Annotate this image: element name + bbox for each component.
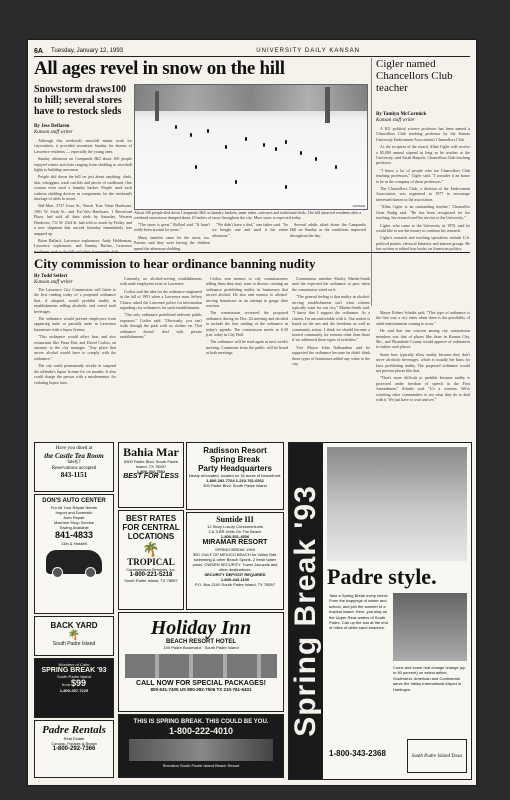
lead-body-continued (290, 222, 366, 250)
ad-line: 2 & 3 BR Units On The Beach (208, 529, 262, 534)
lead-paragraph: People slid down the hill on just about anything: sleds, skis, toboggans, trash can lids and pieces of cardboard. One woman even used a laundry basket. People used such cushion sledding devices as components for the weekend's shortage of sleds in stores. (34, 174, 132, 202)
ad-title: Bahia Mar (123, 445, 179, 459)
photo-credit: KANSAN (352, 204, 365, 208)
ad-phone: 843-1151 (60, 471, 88, 479)
ad-line: South Padre Island (52, 641, 96, 647)
section-rule (34, 252, 470, 253)
ad-address: P.O. Box 2100 South Padre Island, TX 78597 (194, 582, 276, 587)
side-paragraph: "I know a lot of people who are Chancellors Club teaching professors," Cigler said. "I consider it an honor to be in the company of those professors." (376, 167, 470, 184)
snow-hill-photo (134, 84, 368, 210)
lead-body-continued (212, 222, 288, 250)
photo-tree (325, 87, 330, 123)
issue-date: Tuesday, January 12, 1993 (50, 48, 123, 54)
lead-deck: Snowstorm draws100 to hill; several stores have to restock sleds (34, 84, 126, 117)
ad-phones: 800-531-7405 US 800-292-7506 TX 210-761-5401 (150, 687, 252, 692)
lead-headline: All ages revel in snow on the hill (34, 58, 285, 79)
second-paragraph: "Our only ordinance prohibited indecent public exposure," Corliss said. "Obviously, you can't walk through the park with no clothes on. That ordinance doesn't deal with private establishments." (120, 312, 202, 340)
second-body-col2 (120, 276, 202, 439)
photo-tree (155, 91, 159, 121)
ad-phone: 1-800-531-4536 (220, 534, 250, 539)
ad-line: Sheraton South Padre Island Beach Resort (162, 763, 240, 768)
lead-paragraph: "We didn't have a sled," one father said. "So we bought one and used it the entire afternoon." (212, 222, 288, 238)
ad-item: Import and Domestic (55, 510, 93, 515)
ad-line: lately? (67, 460, 81, 465)
second-paragraph: Currently, no alcohol-serving establishments with nude employees exist in Lawrence. (120, 276, 202, 287)
ad-spring-break-padre-style (288, 442, 472, 780)
ad-photo-strip (125, 654, 277, 678)
ad-phone: 841-4833 (54, 530, 94, 540)
sledder (245, 137, 247, 141)
side-body (376, 126, 470, 304)
second-paragraph: Corliss said the idea for the ordinance originated in the fall of 1991 when a Lawrence man, Jeffrey Chiaro, asked the Lawrence police for information regarding city ordinances for such establishments. (120, 288, 202, 311)
ad-address: 11th & Haskell (61, 541, 87, 546)
ad-vertical-title: Spring Break '93 (289, 485, 322, 737)
ad-vertical-band (289, 443, 323, 779)
sledder (195, 165, 197, 169)
ad-photo-inset (393, 593, 467, 661)
side-headline: Cigler named Chancellors Club teacher (376, 58, 453, 94)
ad-line: Newly renovated, located on 16 acres of beachfront. (188, 473, 282, 478)
second-body-col4 (292, 276, 370, 439)
second-paragraph: "This ordinance would affect bars and also restaurants like Pizza Hut, and David Corliss, an attorney to the city manager. "Any place that serves alcohol would have to comply with the ordinance." (34, 334, 116, 361)
sledder (285, 185, 287, 189)
side-paragraph: As the recipient of the award, Allan Cigler will receive a $5,000 annual stipend as long as he teaches at the University, said Sarah Harpole, Chancellors Club teaching professor. (376, 144, 470, 166)
lead-byline-role: Kansan staff writer (34, 130, 73, 135)
ad-address: 500 Padre Blvd. South Padre Island (203, 483, 267, 488)
ad-line: Reservations accepted (51, 466, 97, 471)
second-paragraph: "The general feeling is that nudity in alcohol-serving establishments isn't what citizens typically want for our city," Martin-Smith said. "I know that I support the ordinance. As a citizen, I'm uncomfortable with it. Our nation is based on the arts and the freedoms as well as community action. I think we should become a trusted community for reasons other than those if we addressed those types of activities." (292, 294, 370, 343)
palm-icon: 🌴 (67, 630, 81, 641)
sledder (335, 165, 337, 169)
ad-body-text2: Come and some real change change (up to 50 percent) on select airline, Southwest, American and Continental serve the Valley International Airport in Harlingen. (393, 665, 466, 692)
ad-line: from (61, 682, 70, 687)
lead-paragraph: "The snow is great," Ballard said. "It hasn't really been around for years." (134, 222, 210, 233)
ad-tag: BEST FOR LESS (123, 473, 179, 480)
ad-phone: 1-800-292-7502 (136, 469, 166, 474)
ad-holiday-inn (118, 612, 284, 712)
lead-paragraph: Many families came for the snow, too. Parents said they were having the children spend the afternoon sledding. (134, 234, 210, 251)
second-paragraph: He said that one concern among city commission members was that of places like those in Kansas City, Mo., and Wyandotte County would approve of ordinances to outlaw such places. (376, 328, 470, 350)
lead-paragraph: Brian Ballard, Lawrence sophomore, Andy Holderman, Lawrence sophomore, and Sammy Rufino, Lawrence (34, 237, 132, 249)
ad-name: TROPICAL (127, 557, 175, 567)
sledder (275, 147, 277, 151)
lead-paragraph: Although this weekend's snowfall meant work for cityworkers, it provided recreation Sunday for dozens of Lawrence residents — especially the young ones. (34, 138, 132, 154)
ad-title: the Castle Tea Room (44, 452, 104, 460)
ad-title: DON'S AUTO CENTER (42, 498, 106, 504)
ad-line: Condos, Houses & Beach (51, 741, 97, 746)
sledder (225, 145, 227, 149)
ad-photo (129, 739, 273, 761)
ad-radisson (186, 442, 284, 510)
ad-title: Padre Rentals (42, 724, 106, 736)
second-paragraph: Some bars typically allow nudity because they don't serve alcoholic beverages, which is usually the basis for laws prohibiting nudity. The proposed ordinance would not prevent places like that. (376, 351, 470, 374)
ad-sub: BEACH RESORT HOTEL (165, 639, 236, 645)
ad-title: Holiday Inn (150, 617, 252, 639)
ad-body: 500' GULF OF MEXICO BEACH for Volley Ball, swimming & other Beach Sports. 2 fresh water pools. OWSEN SECURITY. Tower Jacuzzis and other destinations. (192, 552, 278, 572)
side-byline-name: By Tamlyn McCormick (376, 112, 427, 117)
ad-title: Radisson Resort (203, 446, 267, 455)
ad-castle-tea-room (34, 442, 114, 492)
ad-sub: Real Estate (63, 736, 85, 741)
second-body-col3 (206, 276, 288, 439)
car-wheel (85, 567, 96, 578)
lead-byline-name: By Jess Deflaren (34, 124, 70, 129)
sledder (207, 129, 209, 133)
sledder (285, 140, 287, 144)
second-byline-name: By Todd Seifert (34, 274, 68, 279)
ad-title: BACK YARD (50, 621, 98, 630)
ad-line: Have you dined at (55, 446, 93, 451)
ad-title: Spring Break (210, 455, 260, 464)
ad-line: SPRING BREAK 1993 (214, 547, 256, 552)
sledder (175, 125, 177, 129)
sledder (300, 151, 302, 155)
ad-phone: 1-800-443-1100 (220, 577, 250, 582)
ad-item: Towing Available (59, 525, 89, 530)
ad-address: 100 Padre Boulevard · South Padre Island (163, 645, 239, 650)
second-byline-role: Kansan staff writer (34, 280, 73, 285)
ad-body-text: Take a Spring Break every check. From the trappings of winter and school, and join the warmth of a tropical island. Here, you stay on the Upper Rear waters of South Padre. Can up the sun at the end of miles of white sand beaches. (329, 593, 389, 631)
sledder (263, 143, 265, 147)
page-folio (34, 46, 470, 57)
second-headline: City commission to hear ordinance banning nudity (34, 256, 316, 271)
side-paragraph: Cigler's research and teaching specialties include U.S. political parties, electoral behavior and interest groups. He has written or edited four books on American politics. (376, 235, 470, 252)
ad-logo: South Padre Island Texas (407, 739, 467, 773)
second-body-col5 (376, 310, 470, 439)
second-paragraph: The ordinance will be read again at next week's meeting. Comments from the public will be heard at both meetings. (206, 339, 288, 356)
page-number: 6A (34, 47, 43, 55)
sledder (190, 133, 192, 137)
column-rule (371, 58, 372, 306)
lead-body-continued (134, 222, 210, 250)
side-byline-role: Kansan staff writer (376, 118, 415, 123)
ad-price: $99 (71, 678, 87, 688)
ad-headline: Padre style. (327, 564, 437, 589)
side-paragraph: The Chancellors Club, a division of the Endowment Association, was organized in 1977 to encourage interested donors to the association. (376, 186, 470, 202)
ad-sheraton (118, 714, 284, 778)
ad-line: THIS IS SPRING BREAK. THIS COULD BE YOU. (133, 719, 269, 725)
ad-line: SECURITY DEPOSIT REQUIRED (204, 572, 266, 577)
ad-cta: CALL NOW FOR SPECIAL PACKAGES! (136, 680, 266, 687)
ad-phone: 1-800-222-4010 (168, 726, 234, 736)
ad-item: Auto Repair (63, 515, 85, 520)
photo-treeline (135, 85, 367, 111)
second-paragraph: The city could permanently revoke or suspend the offender's liquor license for six months. It also could charge the person with a misdemeanor for violating liquor laws. (34, 363, 116, 385)
second-paragraph: Corliss sent memos to city commissioners telling them they may want to discuss creating an ordinance prohibiting nudity in businesses that served alcohol. He also sent memos to alcohol-serving businesses in an attempt to gauge their reaction. (206, 276, 288, 309)
ad-bahia-mar (118, 442, 184, 508)
photo-caption: About 100 people sled down Campanile Hill on laundry baskets, inner tubes, suitcases and traditional sleds. The hill attracted residents after a weekend snowstorm dumped about 10 inches of snow throughout the city. More snow is expected today. (134, 210, 362, 220)
ad-line: 12 Story Luxury Condominiums (207, 524, 263, 529)
ad-dons-auto (34, 494, 114, 614)
ad-address: South Padre Island, TX 78597 (124, 578, 178, 583)
ad-title: Suntide III (216, 515, 254, 524)
ad-sub: Condominium Services, Inc. (126, 567, 176, 572)
ad-phone: 1-800-292-7366 (52, 746, 96, 752)
car-wheel (52, 567, 63, 578)
ad-sub: For All Your Repair Needs (50, 505, 98, 510)
second-body-col1 (34, 287, 116, 439)
second-paragraph: The Lawrence City Commission will listen to the first reading today of a proposed ordinance that, if adopted, would prohibit nudity in establishments selling alcoholic and cereal malt beverages. (34, 287, 116, 314)
ad-spring-break-93 (34, 658, 114, 718)
ad-title: Party Headquarters (198, 464, 272, 473)
ad-tag: MIRAMAR RESORT (202, 539, 268, 546)
second-paragraph: Mayor Robert Schulte said, "This type of ordinance is the first way a city takes when there is the possibility of adult entertainment coming to town." (376, 310, 470, 326)
second-byline (34, 274, 132, 286)
ad-phone: 1-800-292-7704 (206, 478, 235, 483)
lead-paragraph: Wal-Mart, 3727 Iowa St.; Rusch True Value Hardware, 1901 W. Sixth St.; and Tru-Valu Hardware, 1 Riverfront Plaza, had sold all their sleds by Saturday. Western Hardware, 711 W. 23rd St. had sold so much by Friday, and a new shipment that arrived Saturday immediately was snapped up. (34, 203, 132, 236)
ad-back-yard (34, 616, 114, 656)
ad-address: 6300 Padre Blvd. South Padre Island, TX 78597 (123, 459, 179, 469)
ad-phone: 1-800-343-2368 (329, 749, 386, 758)
second-paragraph: The commission reviewed the proposed ordinance during its Dec. 22 meeting and decided to include the first reading of the ordinance in today's agenda. The commission meets at 6:30 p.m. today in City Hall. (206, 310, 288, 338)
ad-suntide (186, 512, 284, 610)
side-paragraph: A KU political science professor has been named a Chancellors Club teaching professor by the Kansas University Endowment Association's Chancellors Club. (376, 126, 470, 142)
ad-line: Wonders of Cabo (58, 662, 90, 667)
ad-phone: 1-800-257-7225 (59, 688, 89, 693)
ad-photo-beach (327, 447, 467, 561)
ad-padre-rentals (34, 720, 114, 778)
second-paragraph: Commission member Shirley Martin-Smith said she expected the ordinance to pass when the commission voted on it. (292, 276, 370, 292)
ad-line: South Padre Island (56, 674, 92, 679)
newspaper-page (28, 40, 476, 785)
lead-paragraph: Sunday afternoon on Campanile Hill about 100 people enjoyed winter activities ranging from sledding to snowball fights to building snowmen. (34, 156, 132, 173)
paper-name: UNIVERSITY DAILY KANSAN (256, 48, 360, 54)
ad-title: BEST RATES FOR CENTRAL LOCATIONS (122, 514, 180, 541)
side-paragraph: Cigler, who came to the University in 1970, said he would like to use the money to continue his research. (376, 222, 470, 233)
lead-body (34, 138, 132, 250)
second-paragraph: "That's more difficult to prohibit because nudity is protected under freedom of speech in the First Amendment," Schulte said. "It's a concern. We're watching other communities to see what they do to deal with it. We just have to wait and see." (376, 375, 470, 403)
sledder (315, 157, 317, 161)
palm-icon: 🌴 (142, 541, 160, 557)
second-paragraph: The ordinance would prevent employees from appearing nude or partially nude in Lawrence businesses with a liquor license. (34, 316, 116, 332)
ad-item: Machine Shop Service (53, 520, 95, 525)
sledder (235, 180, 237, 184)
side-byline (376, 112, 470, 124)
side-paragraph: "Allan Cigler is an outstanding teacher," Chancellor Gene Budig said. "He has been recognized for his teaching, his research and his service to the University." (376, 204, 470, 221)
ad-tropical (118, 510, 184, 610)
ad-phone: 1-800-221-5218 (129, 572, 173, 578)
car-illustration (46, 550, 102, 574)
ad-phone: 1-210-761-6511 (235, 478, 264, 483)
ad-title: SPRING BREAK '93 (41, 667, 107, 674)
lead-paragraph: Several adults skied down the Campanile Hill on Sunday as the conditions improved throughout the day. (290, 222, 366, 238)
second-paragraph: Vice Mayor John Nalbandian said he supported the ordinance because he didn't think those types of businesses added any value to the city. (292, 344, 370, 367)
lead-byline (34, 124, 132, 136)
